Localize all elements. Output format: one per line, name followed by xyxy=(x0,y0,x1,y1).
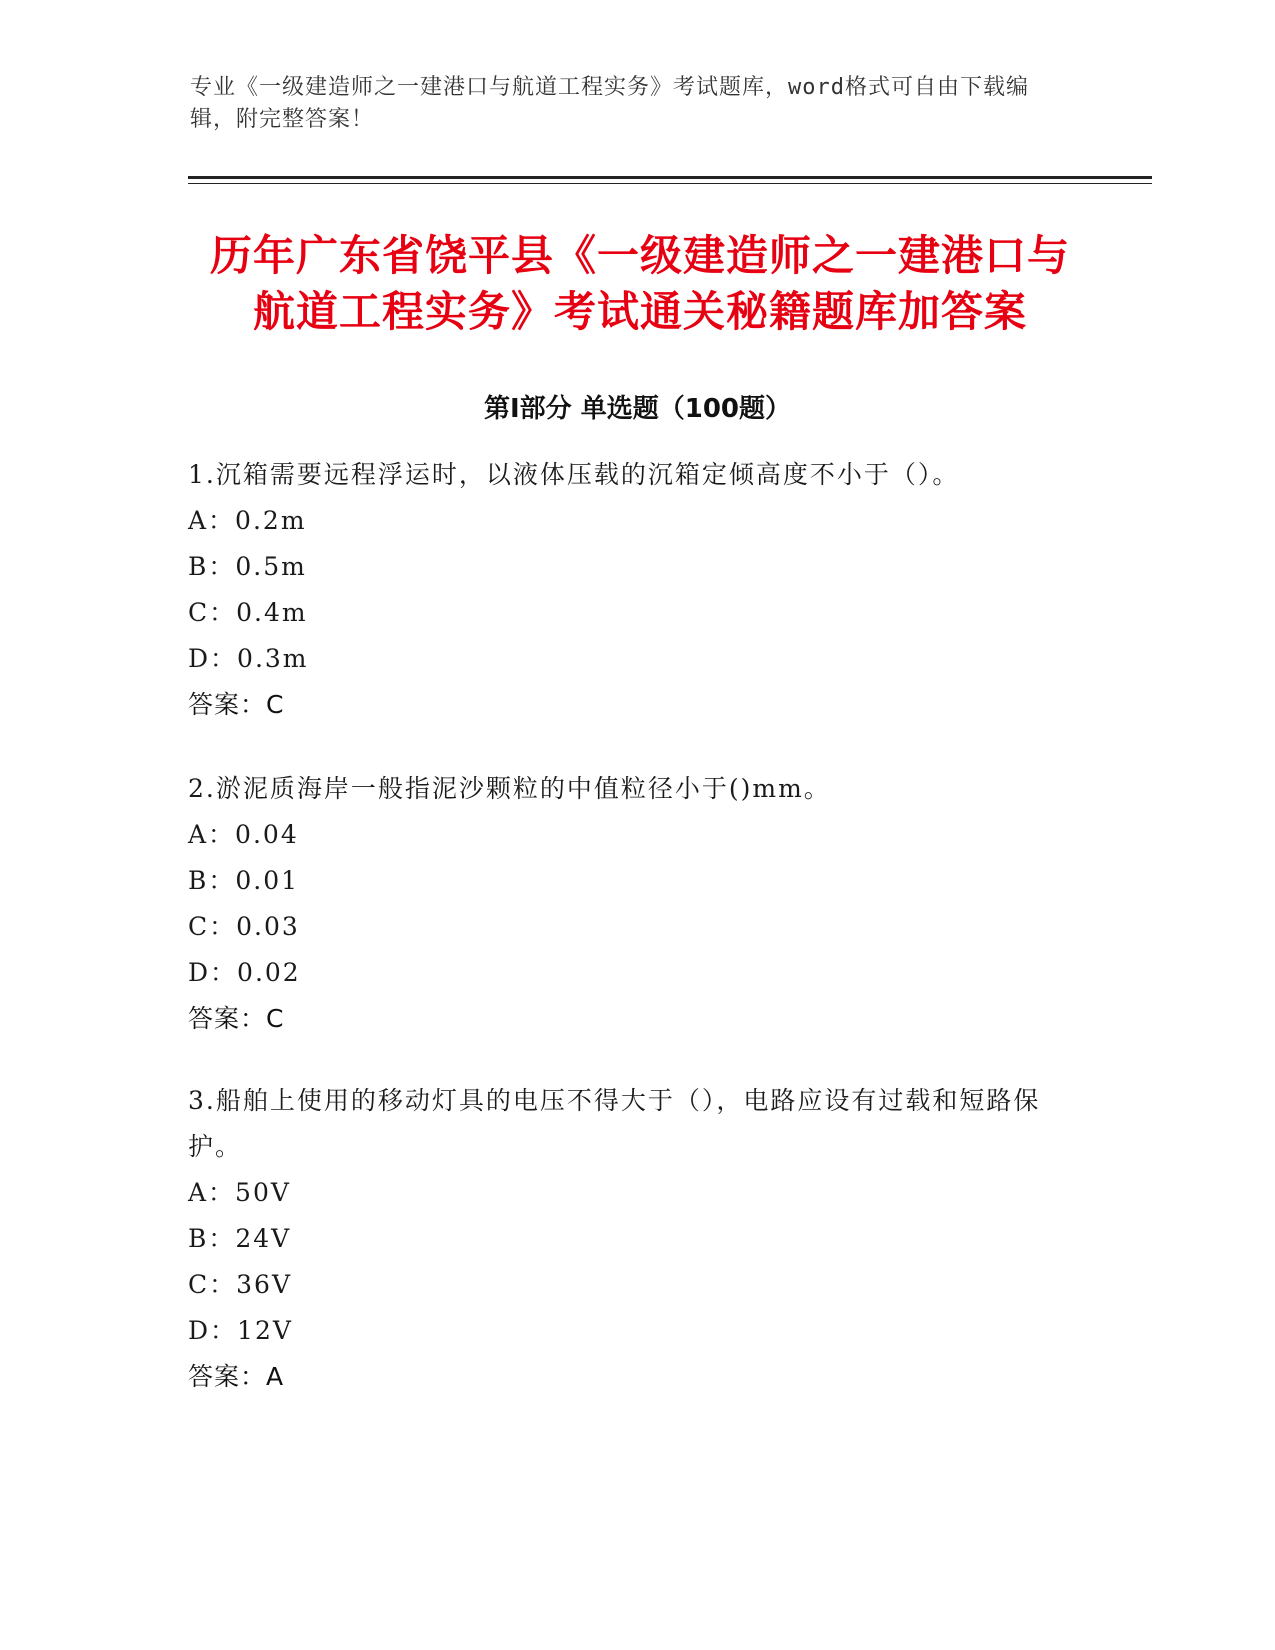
answer: 答案：A xyxy=(188,1362,285,1391)
question-2 xyxy=(188,766,1088,1042)
option-a: A：0.04 xyxy=(188,820,299,849)
question-1 xyxy=(188,452,1088,728)
header-divider-thin xyxy=(188,183,1152,184)
question-stem: 1.沉箱需要远程浮运时，以液体压载的沉箱定倾高度不小于（）。 xyxy=(188,460,960,489)
option-a: A：50V xyxy=(188,1178,291,1207)
option-b: B：0.5m xyxy=(188,552,307,581)
option-a: A：0.2m xyxy=(188,506,307,535)
document-title: 历年广东省饶平县《一级建造师之一建港口与航道工程实务》考试通关秘籍题库加答案 xyxy=(209,231,1070,336)
header-note: 专业《一级建造师之一建港口与航道工程实务》考试题库，word格式可自由下载编辑，附完整答案！ xyxy=(190,75,1029,132)
option-d: D：12V xyxy=(188,1316,293,1345)
answer: 答案：C xyxy=(188,690,285,719)
header-divider-thick xyxy=(188,176,1152,179)
option-c: C：0.4m xyxy=(188,598,308,627)
option-c: C：0.03 xyxy=(188,912,300,941)
option-d: D：0.3m xyxy=(188,644,309,673)
option-d: D：0.02 xyxy=(188,958,301,987)
question-stem: 2.淤泥质海岸一般指泥沙颗粒的中值粒径小于()mm。 xyxy=(188,774,831,803)
question-3 xyxy=(188,1078,1088,1400)
answer: 答案：C xyxy=(188,1004,285,1033)
option-c: C：36V xyxy=(188,1270,292,1299)
option-b: B：0.01 xyxy=(188,866,300,895)
section-title: 第Ⅰ部分 单选题（100题） xyxy=(484,394,791,424)
option-b: B：24V xyxy=(188,1224,292,1253)
question-stem: 3.船舶上使用的移动灯具的电压不得大于（），电路应设有过载和短路保护。 xyxy=(188,1086,1041,1161)
